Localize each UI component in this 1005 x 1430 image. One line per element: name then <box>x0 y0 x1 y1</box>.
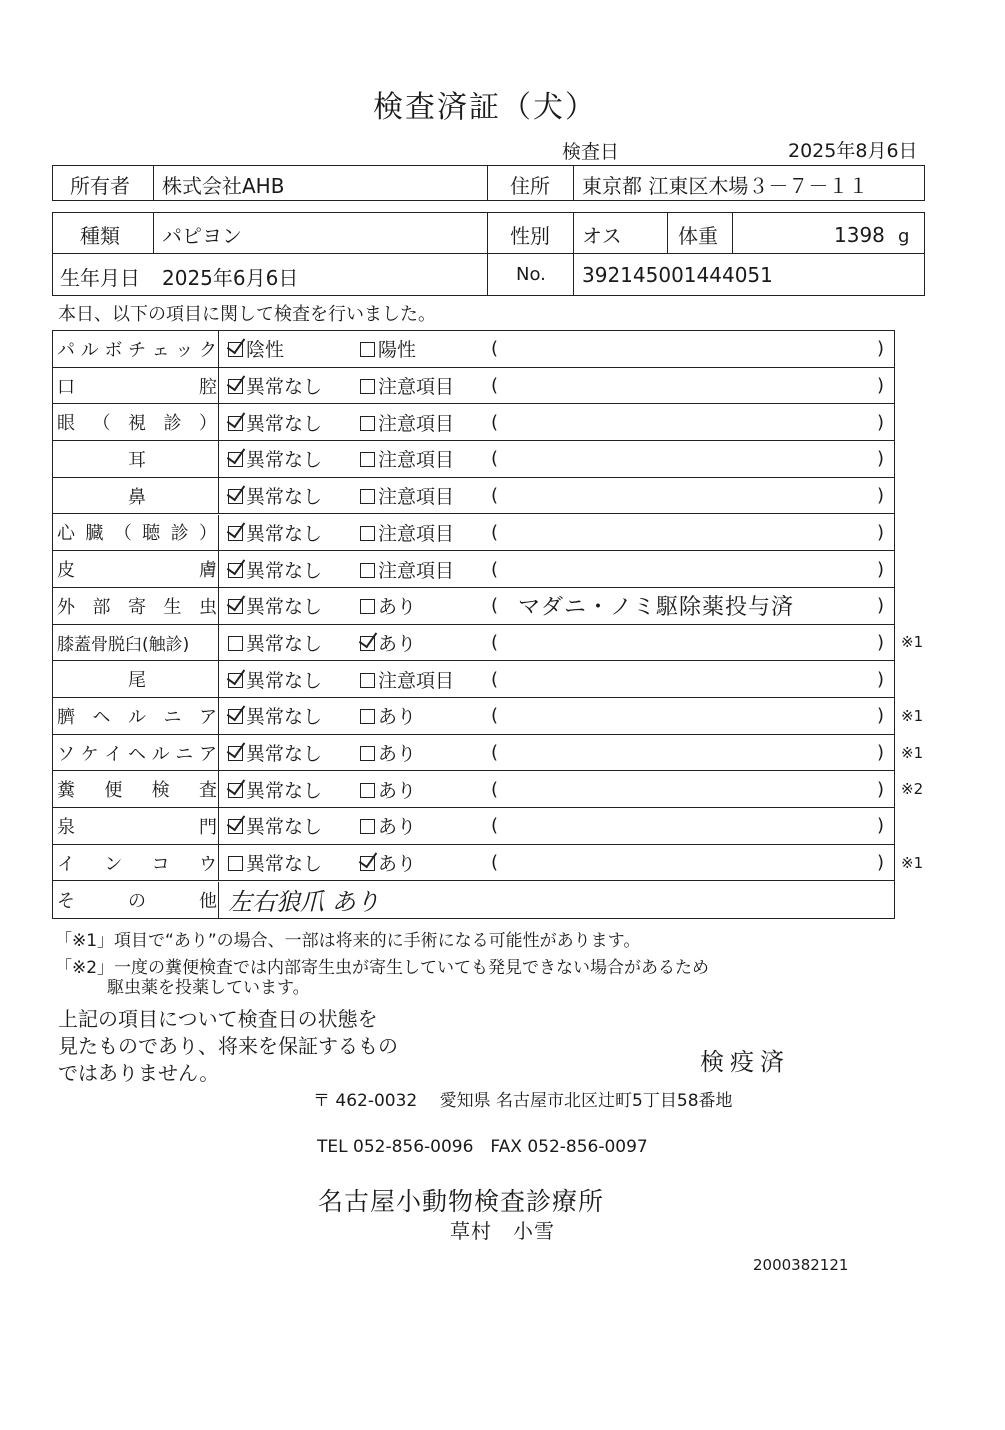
option-normal[interactable] <box>228 441 322 477</box>
other-row <box>53 882 894 919</box>
paren-open: ( <box>491 631 499 653</box>
checked-box-icon[interactable] <box>360 636 375 651</box>
paren-close: ) <box>877 852 885 874</box>
paren-close: ) <box>877 778 885 800</box>
checkbox-icon[interactable] <box>360 599 375 614</box>
option-abnormal[interactable] <box>360 368 454 404</box>
option-abnormal[interactable] <box>360 588 416 624</box>
option-label: あり <box>378 632 417 655</box>
no-label: No. <box>516 264 546 285</box>
option-label: 陰性 <box>246 339 285 362</box>
clinic-address: 〒 462-0032 愛知県 名古屋市北区辻町5丁目58番地 <box>313 1091 733 1111</box>
option-normal[interactable] <box>228 808 322 844</box>
option-label: 異常なし <box>246 412 323 435</box>
option-label: 異常なし <box>246 669 323 692</box>
table-row <box>53 845 924 882</box>
checked-box-icon[interactable] <box>228 416 243 431</box>
sex-label: 性別 <box>510 224 550 248</box>
type-value: パピヨン <box>162 224 242 248</box>
checked-box-icon[interactable] <box>228 819 243 834</box>
option-label: 注意項目 <box>378 559 455 582</box>
item-label: 尾 <box>128 670 146 692</box>
option-normal[interactable] <box>228 404 322 440</box>
paren-open: ( <box>491 815 499 837</box>
paren-close: ) <box>877 815 885 837</box>
option-abnormal[interactable] <box>360 698 416 734</box>
option-label: 異常なし <box>246 376 323 399</box>
checkbox-icon[interactable] <box>228 856 243 871</box>
paren-open: ( <box>491 852 499 874</box>
paren-close: ) <box>877 595 885 617</box>
option-normal[interactable] <box>228 478 322 514</box>
option-label: 注意項目 <box>378 412 455 435</box>
option-label: 異常なし <box>246 522 323 545</box>
table-row <box>53 661 894 698</box>
table-row <box>53 625 924 662</box>
checked-box-icon[interactable] <box>228 746 243 761</box>
serial-number: 2000382121 <box>753 1256 849 1274</box>
option-normal[interactable] <box>228 515 322 551</box>
table-row <box>53 515 894 552</box>
option-label: 異常なし <box>246 743 323 766</box>
table-row <box>53 478 894 515</box>
checkbox-icon[interactable] <box>360 673 375 688</box>
checkbox-icon[interactable] <box>360 489 375 504</box>
paren-close: ) <box>877 631 885 653</box>
paren-open: ( <box>491 375 499 397</box>
paren-close: ) <box>877 485 885 507</box>
option-normal[interactable] <box>228 735 322 771</box>
table-row <box>53 404 894 441</box>
footnote-mark: ※2 <box>901 780 924 799</box>
paren-open: ( <box>491 448 499 470</box>
birth-value: 2025年6月6日 <box>162 266 299 290</box>
veterinarian-name: 草村 小雪 <box>450 1219 555 1243</box>
paren-close: ) <box>877 338 885 360</box>
item-label: 外 部 寄 生 虫 <box>57 596 217 618</box>
checkbox-icon[interactable] <box>360 783 375 798</box>
document-title: 検査済証（犬） <box>373 90 597 125</box>
option-label: 異常なし <box>246 449 323 472</box>
item-label: イ ン コ ウ <box>57 853 217 875</box>
option-label: あり <box>378 596 417 619</box>
item-label: 糞 便 検 査 <box>57 780 217 802</box>
option-label: 陽性 <box>378 339 417 362</box>
option-label: 注意項目 <box>378 376 455 399</box>
table-row <box>53 698 924 735</box>
checkbox-icon[interactable] <box>360 379 375 394</box>
paren-open: ( <box>491 485 499 507</box>
footnote-2: 「※2」一度の糞便検査では内部寄生虫が寄生していても発見できない場合があるため <box>55 958 710 978</box>
option-label: 異常なし <box>246 559 323 582</box>
checkbox-icon[interactable] <box>228 636 243 651</box>
disclaimer-line-1: 上記の項目について検査日の状態を <box>58 1007 378 1031</box>
item-label: パ ル ボ チ ェ ッ ク <box>57 339 217 361</box>
checked-box-icon[interactable] <box>228 783 243 798</box>
paren-open: ( <box>491 411 499 433</box>
option-abnormal[interactable] <box>360 661 454 697</box>
option-label: あり <box>378 816 417 839</box>
option-label: 異常なし <box>246 596 323 619</box>
footnote-2-cont: 駆虫薬を投薬しています。 <box>107 978 310 998</box>
footnote-mark: ※1 <box>901 706 924 725</box>
table-row <box>53 735 924 772</box>
table-row <box>53 808 894 845</box>
owner-label: 所有者 <box>70 174 130 198</box>
footnote-mark: ※1 <box>901 853 924 872</box>
item-note: マダニ・ノミ駆除薬投与済 <box>518 595 795 621</box>
inspection-stamp: 検疫済 <box>700 1048 790 1076</box>
checkbox-icon[interactable] <box>360 819 375 834</box>
paren-close: ) <box>877 375 885 397</box>
checkbox-icon[interactable] <box>360 563 375 578</box>
table-row <box>53 331 894 368</box>
footnote-mark: ※1 <box>901 743 924 762</box>
option-label: 異常なし <box>246 853 323 876</box>
option-abnormal[interactable] <box>360 331 416 367</box>
checked-box-icon[interactable] <box>360 856 375 871</box>
option-normal[interactable] <box>228 845 322 881</box>
option-label: あり <box>378 706 417 729</box>
checked-box-icon[interactable] <box>228 526 243 541</box>
option-normal[interactable] <box>228 625 322 661</box>
item-label: 心 臓 （ 聴 診 ） <box>57 523 217 545</box>
checkbox-icon[interactable] <box>360 709 375 724</box>
weight-value: 1398 <box>834 223 885 247</box>
option-label: 注意項目 <box>378 669 455 692</box>
option-abnormal[interactable] <box>360 625 416 661</box>
checked-box-icon[interactable] <box>228 673 243 688</box>
option-normal[interactable] <box>228 368 322 404</box>
paren-open: ( <box>491 705 499 727</box>
checked-box-icon[interactable] <box>228 379 243 394</box>
item-label: 泉 門 <box>57 816 217 838</box>
checked-box-icon[interactable] <box>228 709 243 724</box>
footnote-mark: ※1 <box>901 633 924 652</box>
checkbox-icon[interactable] <box>360 452 375 467</box>
birth-label: 生年月日 <box>60 266 140 290</box>
checkbox-icon[interactable] <box>360 526 375 541</box>
item-label: 膝蓋骨脱臼(触診) <box>57 634 190 655</box>
option-label: 異常なし <box>246 816 323 839</box>
paren-open: ( <box>491 742 499 764</box>
checkbox-icon[interactable] <box>360 746 375 761</box>
item-label: 眼 （ 視 診 ） <box>57 413 217 435</box>
item-label: 鼻 <box>128 486 146 508</box>
sex-value: オス <box>582 224 622 248</box>
weight-label: 体重 <box>678 224 718 248</box>
exam-date-value: 2025年8月6日 <box>788 140 918 162</box>
paren-open: ( <box>491 668 499 690</box>
option-abnormal[interactable] <box>360 515 454 551</box>
paren-open: ( <box>491 521 499 543</box>
table-row <box>53 588 894 625</box>
paren-close: ) <box>877 448 885 470</box>
checked-box-icon[interactable] <box>228 489 243 504</box>
option-label: 異常なし <box>246 486 323 509</box>
clinic-phone: TEL 052-856-0096 FAX 052-856-0097 <box>317 1137 648 1157</box>
checked-box-icon[interactable] <box>228 599 243 614</box>
paren-open: ( <box>491 595 499 617</box>
option-normal[interactable] <box>228 661 322 697</box>
option-abnormal[interactable] <box>360 551 454 587</box>
paren-close: ) <box>877 521 885 543</box>
option-abnormal[interactable] <box>360 735 416 771</box>
option-abnormal[interactable] <box>360 845 416 881</box>
option-normal[interactable] <box>228 698 322 734</box>
table-row <box>53 368 894 405</box>
paren-close: ) <box>877 558 885 580</box>
option-label: あり <box>378 743 417 766</box>
address-label: 住所 <box>510 174 550 198</box>
option-normal[interactable] <box>228 588 322 624</box>
paren-close: ) <box>877 742 885 764</box>
paren-close: ) <box>877 668 885 690</box>
owner-value: 株式会社AHB <box>162 174 285 198</box>
table-row <box>53 771 924 808</box>
option-label: あり <box>378 853 417 876</box>
option-label: あり <box>378 779 417 802</box>
option-label: 注意項目 <box>378 449 455 472</box>
item-label: 臍 ヘ ル ニ ア <box>57 706 217 728</box>
item-label: 皮 膚 <box>57 560 217 582</box>
disclaimer-line-2: 見たものであり、将来を保証するもの <box>58 1034 398 1058</box>
option-normal[interactable] <box>228 331 284 367</box>
checkbox-icon[interactable] <box>360 342 375 357</box>
checked-box-icon[interactable] <box>228 452 243 467</box>
option-abnormal[interactable] <box>360 771 416 807</box>
item-label: 口 腔 <box>57 376 217 398</box>
option-abnormal[interactable] <box>360 478 454 514</box>
option-label: 異常なし <box>246 632 323 655</box>
option-label: 注意項目 <box>378 522 455 545</box>
option-abnormal[interactable] <box>360 441 454 477</box>
option-normal[interactable] <box>228 551 322 587</box>
option-label: 注意項目 <box>378 486 455 509</box>
weight-unit: g <box>898 226 910 247</box>
other-label: そ の 他 <box>57 890 217 912</box>
intro-text: 本日、以下の項目に関して検査を行いました。 <box>58 304 436 325</box>
item-label: 耳 <box>128 449 146 471</box>
option-label: 異常なし <box>246 779 323 802</box>
paren-open: ( <box>491 558 499 580</box>
table-row <box>53 441 894 478</box>
footnote-1: 「※1」項目で“あり”の場合、一部は将来的に手術になる可能性があります。 <box>55 931 641 951</box>
checkbox-icon[interactable] <box>360 416 375 431</box>
clinic-name: 名古屋小動物検査診療所 <box>318 1187 605 1216</box>
paren-open: ( <box>491 778 499 800</box>
type-label: 種類 <box>80 224 120 248</box>
exam-date-label: 検査日 <box>562 141 620 163</box>
checked-box-icon[interactable] <box>228 563 243 578</box>
paren-close: ) <box>877 705 885 727</box>
paren-close: ) <box>877 411 885 433</box>
paren-open: ( <box>491 338 499 360</box>
checked-box-icon[interactable] <box>228 342 243 357</box>
checklist-table <box>52 330 924 919</box>
option-abnormal[interactable] <box>360 404 454 440</box>
item-label: ソ ケ イ ヘ ル ニ ア <box>57 743 217 765</box>
option-label: 異常なし <box>246 706 323 729</box>
address-value: 東京都 江東区木場３－７－１１ <box>582 174 869 198</box>
option-normal[interactable] <box>228 771 322 807</box>
no-value: 392145001444051 <box>582 263 773 287</box>
table-row <box>53 551 894 588</box>
other-value: 左右狼爪 あり <box>228 888 380 917</box>
option-abnormal[interactable] <box>360 808 416 844</box>
disclaimer-line-3: ではありません。 <box>58 1061 220 1085</box>
